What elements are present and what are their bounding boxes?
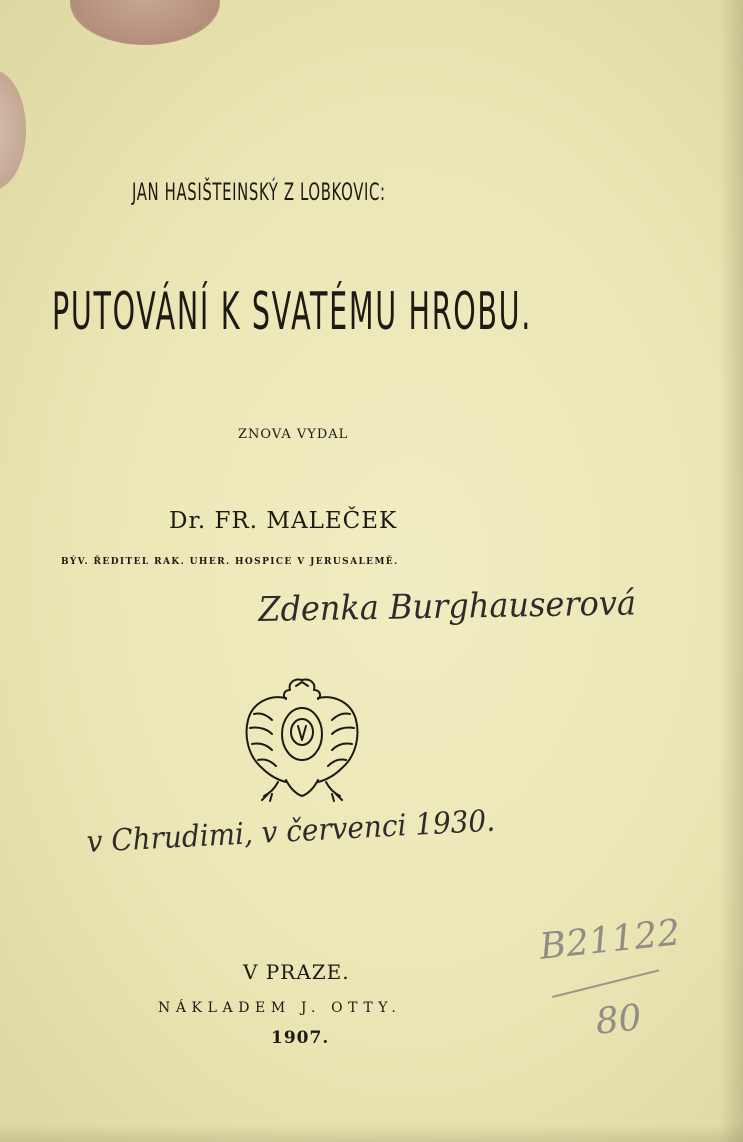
finger-shadow	[70, 0, 220, 45]
pencil-shelf-number: 80	[593, 997, 644, 1043]
publisher-line: NÁKLADEM J. OTTY.	[158, 1000, 402, 1016]
editor-role: BÝV. ŘEDITEL RAK. UHER. HOSPICE V JERUSALEMĚ.	[61, 557, 399, 567]
handwritten-signature: Zdenka Burghauserová	[257, 583, 637, 630]
pencil-shelf-mark: B21122	[537, 912, 683, 968]
page-edge-right	[719, 0, 743, 1142]
pencil-divider-line	[552, 969, 659, 998]
author-line: JAN HASIŠTEINSKÝ Z LOBKOVIC:	[132, 178, 386, 206]
thumb-shadow	[0, 70, 26, 190]
book-title: PUTOVÁNÍ K SVATÉMU HROBU.	[52, 282, 532, 342]
handwritten-place-date: v Chrudimi, v červenci 1930.	[85, 803, 496, 860]
publication-city: V PRAZE.	[243, 960, 350, 984]
editor-name: Dr. FR. MALEČEK	[169, 508, 398, 534]
page-edge-bottom	[0, 1124, 743, 1142]
eagle-emblem-icon	[238, 670, 366, 802]
publication-year: 1907.	[271, 1028, 330, 1048]
published-by-line: ZNOVA VYDAL	[238, 427, 349, 442]
